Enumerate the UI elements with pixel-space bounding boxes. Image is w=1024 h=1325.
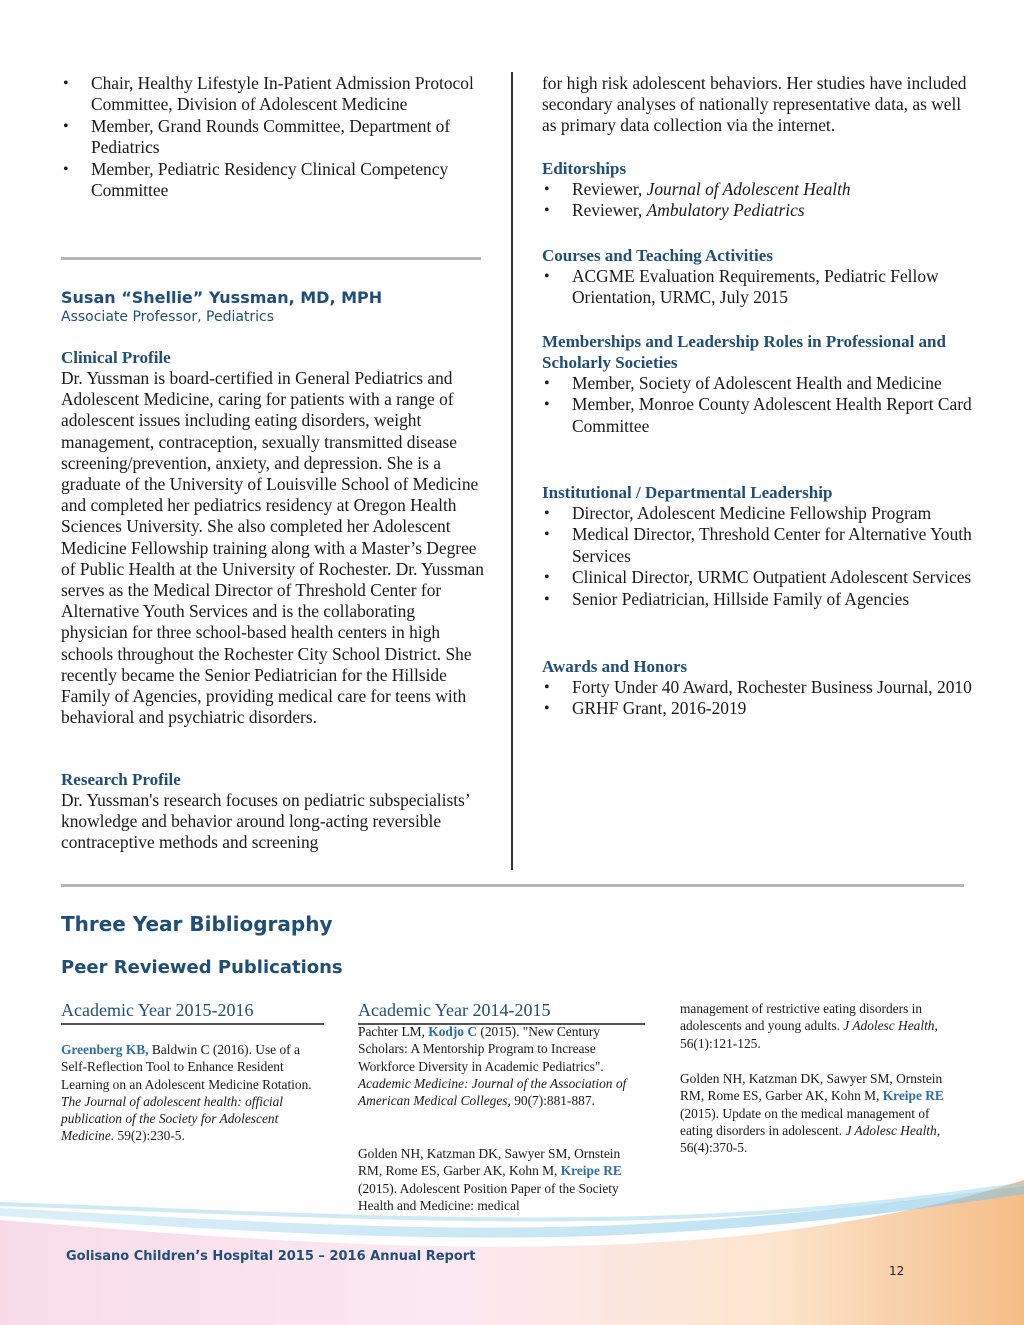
column-divider bbox=[511, 72, 513, 870]
committee-list bbox=[61, 73, 486, 201]
leadership-heading: Institutional / Departmental Leadership bbox=[542, 483, 833, 502]
academic-year-heading: Academic Year 2015-2016 bbox=[61, 1000, 254, 1020]
awards-list bbox=[542, 677, 972, 720]
highlighted-author: Kreipe RE bbox=[560, 1163, 622, 1179]
list-item: • Director, Adolescent Medicine Fellowship Program bbox=[542, 503, 972, 524]
research-profile-text: Dr. Yussman's research focuses on pediatric subspecialists’ knowledge and behavior around long-acting reversible contraceptive methods and screening bbox=[61, 790, 470, 853]
page-number: 12 bbox=[889, 1264, 905, 1278]
clinical-profile-text: Dr. Yussman is board-certified in General Pediatrics and Adolescent Medicine, caring for patients with a range of adolescent issues including eating disorders, weight management, contraception, sexually transmitted disease screening/prevention, anxiety, and depression. She is a graduate of the University of Louisville School of Medicine and completed her pediatrics residency at Oregon Health Sciences University. She also completed her Adolescent Medicine Fellowship training along with a Master’s Degree of Public Health at the University of Rochester. Dr. Yussman serves as the Medical Director of Threshold Center for Alternative Youth Services and is the collaborating physician for three school-based health centers in high schools throughout the Rochester City School District. She recently became the Senior Pediatrician for the Hillside Family of Agencies, providing medical care for teens with behavioral and psychiatric disorders. bbox=[61, 368, 484, 728]
list-item: • GRHF Grant, 2016-2019 bbox=[542, 698, 972, 719]
highlighted-author: Kreipe RE bbox=[882, 1088, 944, 1104]
memberships-heading: Memberships and Leadership Roles in Professional and Scholarly Societies bbox=[542, 332, 946, 372]
list-item: • Senior Pediatrician, Hillside Family of Agencies bbox=[542, 589, 972, 610]
section-divider bbox=[61, 884, 964, 887]
list-item: • Reviewer, Ambulatory Pediatrics bbox=[542, 200, 972, 221]
research-profile-continued: for high risk adolescent behaviors. Her studies have included secondary analyses of nationally representative data, as well as primary data collection via the internet. bbox=[542, 73, 967, 136]
highlighted-author: Kodjo C bbox=[428, 1024, 478, 1039]
journal-title: Ambulatory Pediatrics bbox=[646, 200, 805, 221]
publication-entry: Golden NH, Katzman DK, Sawyer SM, Ornstein RM, Rome ES, Garber AK, Kohn M, Kreipe RE (2015). Update on the medical management of eating disorders in adolescent. J Adolesc Health, 56(4):370-5. bbox=[680, 1071, 944, 1156]
clinical-profile-heading: Clinical Profile bbox=[61, 348, 171, 367]
faculty-title: Associate Professor, Pediatrics bbox=[61, 309, 275, 325]
publication-entry: management of restrictive eating disorders in adolescents and young adults. J Adolesc Health, 56(1):121-125. bbox=[680, 1001, 938, 1051]
list-item: • Chair, Healthy Lifestyle In-Patient Admission Protocol Committee, Division of Adolescent Medicine bbox=[61, 73, 486, 116]
editorships-list bbox=[542, 179, 972, 222]
leadership-list bbox=[542, 503, 972, 610]
list-item: • Reviewer, Journal of Adolescent Health bbox=[542, 179, 972, 200]
list-item: • Clinical Director, URMC Outpatient Adolescent Services bbox=[542, 567, 972, 588]
list-item: • Medical Director, Threshold Center for Alternative Youth Services bbox=[542, 524, 972, 567]
courses-heading: Courses and Teaching Activities bbox=[542, 246, 773, 265]
journal-title: Journal of Adolescent Health bbox=[646, 179, 851, 199]
highlighted-author: Greenberg KB, bbox=[61, 1042, 149, 1057]
publication-entry: Pachter LM, Kodjo C (2015). "New Century Scholars: A Mentorship Program to Increase Workforce Diversity in Academic Pediatrics". Academic Medicine: Journal of the Association of American Medical Colleges, 90(7):881-887. bbox=[358, 1024, 627, 1109]
research-profile-heading: Research Profile bbox=[61, 770, 181, 789]
list-item: • Member, Pediatric Residency Clinical Competency Committee bbox=[61, 159, 486, 202]
awards-heading: Awards and Honors bbox=[542, 657, 688, 676]
memberships-list bbox=[542, 373, 972, 437]
faculty-name: Susan “Shellie” Yussman, MD, MPH bbox=[61, 288, 383, 307]
courses-list bbox=[542, 266, 972, 309]
bibliography-subtitle: Peer Reviewed Publications bbox=[61, 957, 343, 978]
list-item: • Member, Grand Rounds Committee, Department of Pediatrics bbox=[61, 116, 486, 159]
list-item: • Member, Monroe County Adolescent Health Report Card Committee bbox=[542, 394, 972, 437]
publication-entry: Greenberg KB, Baldwin C (2016). Use of a Self-Reflection Tool to Enhance Resident Learning on an Adolescent Medicine Rotation. The Journal of adolescent health: official publication of the Society for Adolescent Medicine. 59(2):230-5. bbox=[61, 1042, 312, 1144]
academic-year-heading: Academic Year 2014-2015 bbox=[358, 1000, 551, 1020]
footer-report-title: Golisano Children’s Hospital 2015 – 2016 Annual Report bbox=[66, 1249, 476, 1264]
list-item: • Forty Under 40 Award, Rochester Business Journal, 2010 bbox=[542, 677, 972, 698]
list-item: • ACGME Evaluation Requirements, Pediatric Fellow Orientation, URMC, July 2015 bbox=[542, 266, 972, 309]
list-item: • Member, Society of Adolescent Health and Medicine bbox=[542, 373, 972, 394]
section-divider bbox=[61, 257, 481, 260]
year-underline bbox=[61, 1023, 324, 1025]
bibliography-title: Three Year Bibliography bbox=[61, 912, 333, 936]
editorships-heading: Editorships bbox=[542, 159, 627, 178]
publication-entry: Golden NH, Katzman DK, Sawyer SM, Ornstein RM, Rome ES, Garber AK, Kohn M, Kreipe RE (2015). Adolescent Position Paper of the Society Health and Medicine: medical bbox=[358, 1146, 622, 1213]
